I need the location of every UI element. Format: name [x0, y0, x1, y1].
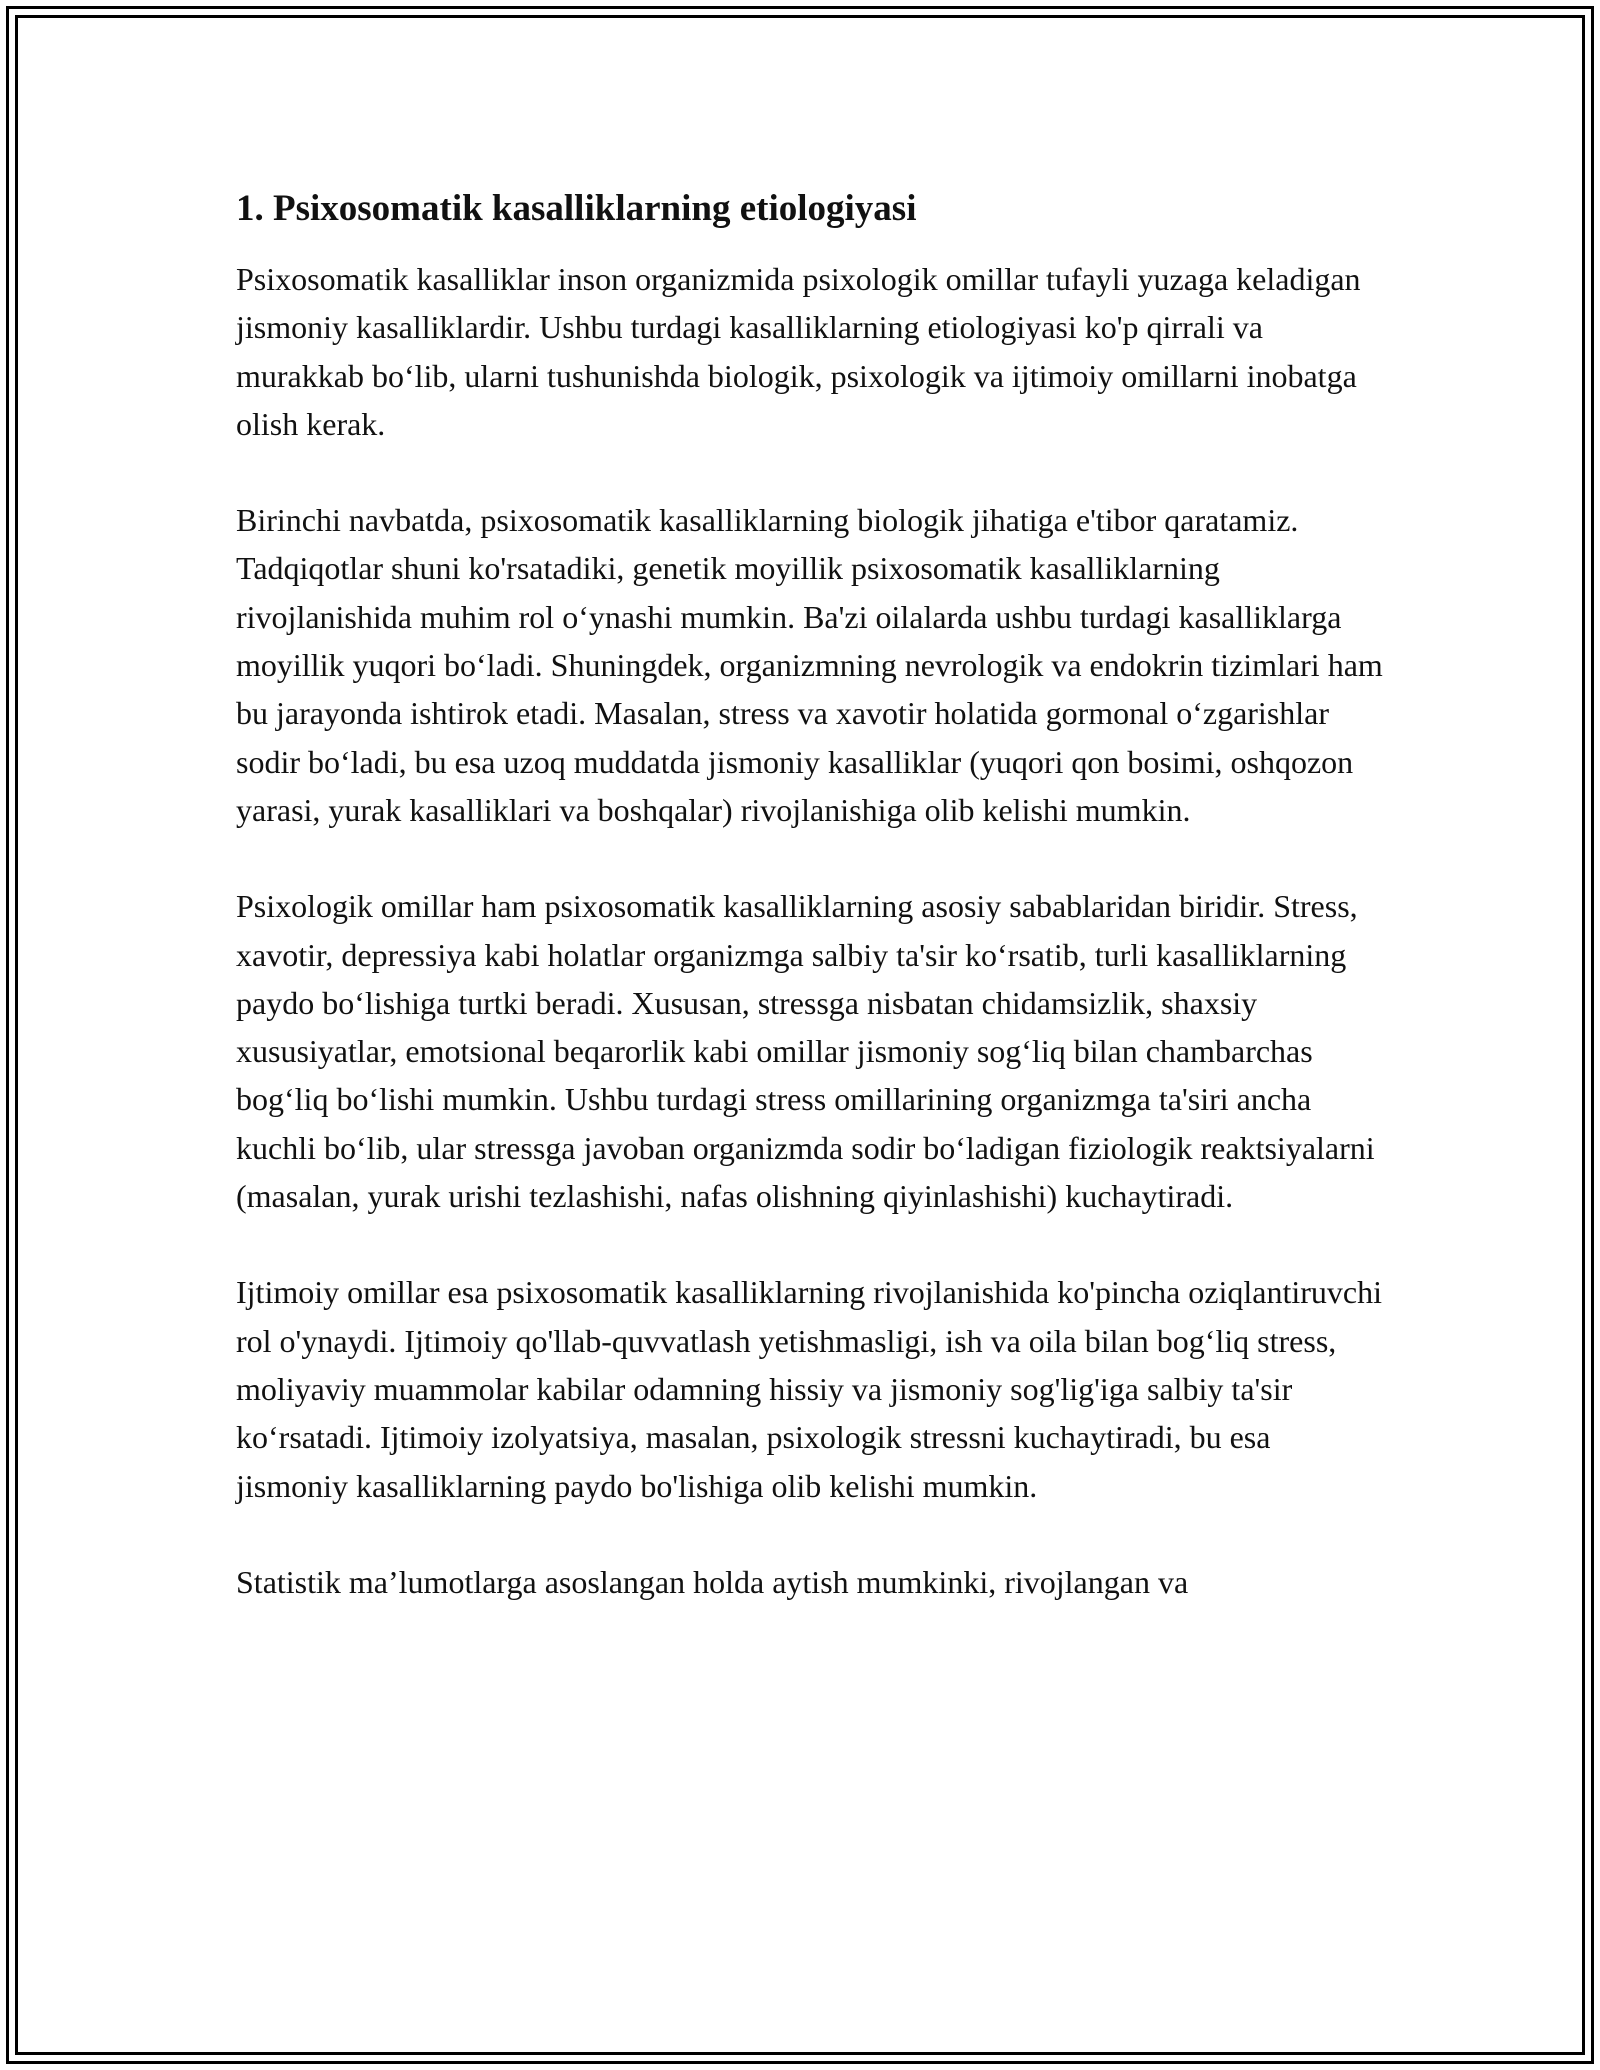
paragraph-psychological: Psixologik omillar ham psixosomatik kasalliklarning asosiy sabablaridan biridir. Stress, xavotir, depressiya kabi holatlar organizmga salbiy ta'sir ko‘rsatib, turli kasalliklarning paydo bo‘lishiga turtki beradi. Xususan, stressga nisbatan chidamsizlik, shaxsiy xususiyatlar, emotsional beqarorlik kabi omillar jismoniy sog‘liq bilan chambarchas bog‘liq bo‘lishi mumkin. Ushbu turdagi stress omillarining organizmga ta'siri ancha kuchli bo‘lib, ular stressga javoban organizmda sodir bo‘ladigan fiziologik reaktsiyalarni (masalan, yurak urishi tezlashishi, nafas olishning qiyinlashishi) kuchaytiradi. — [236, 888, 1375, 1215]
section-heading: 1. Psixosomatik kasalliklarning etiologiyasi — [236, 188, 917, 229]
paragraph-statistics: Statistik ma’lumotlarga asoslangan holda aytish mumkinki, rivojlangan va — [236, 1563, 1189, 1600]
paragraph-intro: Psixosomatik kasalliklar inson organizmida psixologik omillar tufayli yuzaga keladigan jismoniy kasalliklardir. Ushbu turdagi kasalliklarning etiologiyasi ko'p qirrali va murakkab bo‘lib, ularni tushunishda biologik, psixologik va ijtimoiy omillarni inobatga olish kerak. — [236, 261, 1361, 442]
paragraph-biological: Birinchi navbatda, psixosomatik kasalliklarning biologik jihatiga e'tibor qaratamiz. Tadqiqotlar shuni ko'rsatadiki, genetik moyillik psixosomatik kasalliklarning rivojlanishida muhim rol o‘ynashi mumkin. Ba'zi oilalarda ushbu turdagi kasalliklarga moyillik yuqori bo‘ladi. Shuningdek, organizmning nevrologik va endokrin tizimlari ham bu jarayonda ishtirok etadi. Masalan, stress va xavotir holatida gormonal o‘zgarishlar sodir bo‘ladi, bu esa uzoq muddatda jismoniy kasalliklar (yuqori qon bosimi, oshqozon yarasi, yurak kasalliklari va boshqalar) rivojlanishiga olib kelishi mumkin. — [236, 502, 1383, 828]
document-body — [236, 185, 1386, 1654]
paragraph-social: Ijtimoiy omillar esa psixosomatik kasalliklarning rivojlanishida ko'pincha oziqlantiruvchi rol o'ynaydi. Ijtimoiy qo'llab-quvvatlash yetishmasligi, ish va oila bilan bog‘liq stress, moliyaviy muammolar kabilar odamning hissiy va jismoniy sog'lig'iga salbiy ta'sir ko‘rsatadi. Ijtimoiy izolyatsiya, masalan, psixologik stressni kuchaytiradi, bu esa jismoniy kasalliklarning paydo bo'lishiga olib kelishi mumkin. — [236, 1274, 1382, 1504]
